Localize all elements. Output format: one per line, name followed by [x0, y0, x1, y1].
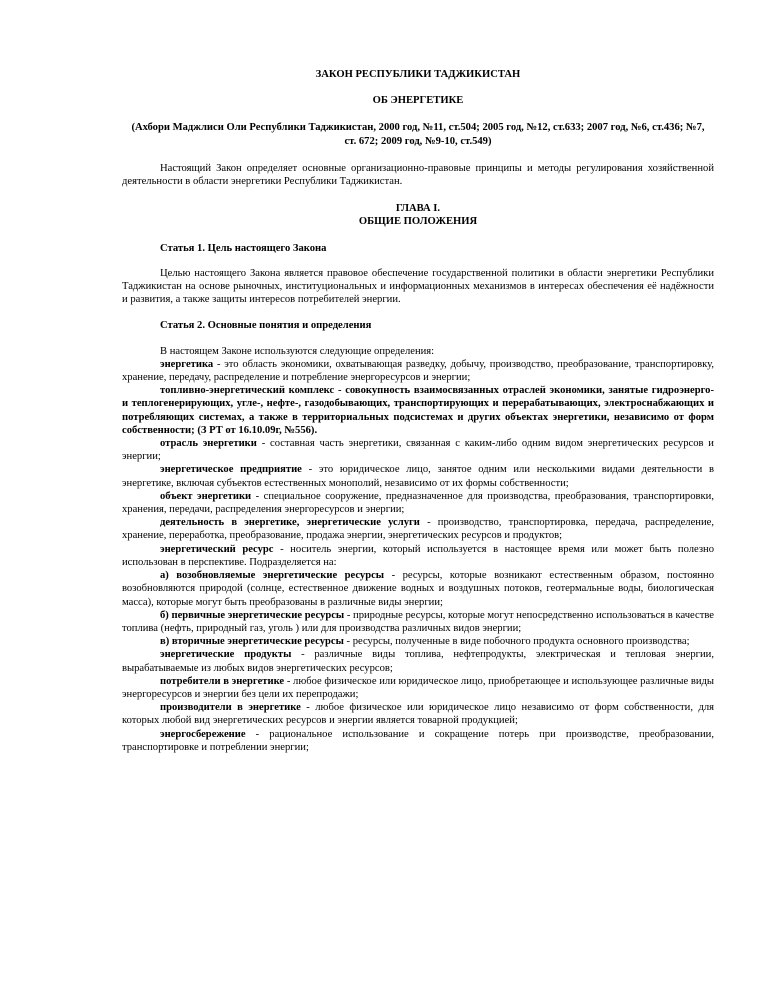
- definition-term: в) вторичные энергетические ресурсы: [160, 636, 344, 648]
- chapter-name: ОБЩИЕ ПОЛОЖЕНИЯ: [358, 216, 478, 228]
- definition-text: - это область экономики, охватывающая разведку, добычу, производство, преобразование, транспортировку, хранение, передачу, распределение и потребление энергоресурсов и энергии;: [122, 358, 714, 384]
- definition-text: - составная часть энергетики, связанная с каким-либо одним видом энергетических ресурсов и энергии;: [122, 438, 714, 463]
- definition-term: топливно-энергетический комплекс - совокупность взаимосвязанных отраслей экономики, занятые гидроэнерго- и теплогенерирующих, угле-, нефте-, газодобывающих, транспортирующих и перерабатывающих, электроснабжающих и потребляющих системах, а также в территориальных подсистемах и других объектах энергетики, независимо от форм собственности; (З РТ от 16.10.09г, №556).: [122, 385, 714, 436]
- definition-text: - различные виды топлива, нефтепродукты, электрическая и тепловая энергии, вырабатываемые из любых видов энергетических ресурсов;: [122, 649, 714, 674]
- definition-term: объект энергетики: [160, 490, 252, 502]
- definition-term: энергетический ресурс: [160, 543, 274, 555]
- definition-item: [122, 437, 714, 463]
- document-page: [122, 62, 714, 754]
- definition-text: - ресурсы, полученные в виде побочного продукта основного производства;: [343, 636, 690, 648]
- definition-item: [122, 358, 714, 384]
- article-1-text: Целью настоящего Закона является правовое обеспечение государственной политики в области энергетики Республики Таджикистан на основе рыночных, институциональных и информационных механизмов в интересах обеспечения её надёжности и развития, а также защиты интересов потребителей энергии.: [122, 267, 714, 306]
- definition-term: производители в энергетике: [160, 702, 301, 714]
- definition-item: [122, 635, 714, 648]
- definition-item: [122, 648, 714, 674]
- document-subtitle: ОБ ЭНЕРГЕТИКЕ: [372, 95, 464, 107]
- definition-text: - любое физическое или юридическое лицо независимо от форм собственности, для которых любой вид энергетических ресурсов и энергии является товарной продукцией;: [122, 702, 714, 727]
- definition-item: [122, 463, 714, 489]
- definition-item: [122, 675, 714, 701]
- preamble: Настоящий Закон определяет основные организационно-правовые принципы и методы регулирования хозяйственной деятельности в области энергетики Республики Таджикистан.: [122, 162, 714, 188]
- definition-text: - природные ресурсы, которые могут непосредственно использоваться в качестве топлива (нефть, природный газ, уголь ) или для производства различных видов энергии;: [122, 609, 714, 634]
- article-1-heading: Статья 1. Цель настоящего Закона: [160, 242, 327, 254]
- definition-text: - ресурсы, которые возникают естественным образом, постоянно возобновляются природой (солнце, естественное движение водных и воздушных потоков, геотермальные воды, биологическая масса), которые могут быть преобразованы в различные виды энергии;: [122, 570, 715, 608]
- definition-item: [122, 490, 714, 516]
- definition-text: - рациональное использование и сокращение потерь при производстве, преобразовании, транспортировке и потреблении энергии;: [122, 728, 714, 753]
- definition-item: [122, 384, 714, 437]
- definition-item: [122, 609, 714, 635]
- definition-text: - это юридическое лицо, занятое одним или несколькими видами деятельности в энергетике, включая субъектов естественных монополий, независимо от их формы собственности;: [122, 464, 714, 489]
- chapter-heading: [122, 202, 714, 228]
- article-2-heading: Статья 2. Основные понятия и определения: [160, 320, 372, 332]
- definition-item: [122, 543, 714, 569]
- definition-term: а) возобновляемые энергетические ресурсы: [160, 570, 385, 582]
- definition-term: потребители в энергетике: [160, 675, 285, 687]
- definition-term: энергетическое предприятие: [160, 464, 302, 476]
- definition-text: - носитель энергии, который используется в настоящее время или может быть полезно использован в перспективе. Подразделяется на:: [122, 543, 714, 568]
- definition-item: [122, 728, 714, 754]
- definition-term: энергетика: [160, 358, 214, 370]
- definition-item: [122, 701, 714, 727]
- definition-item: [122, 569, 714, 609]
- definition-term: отрасль энергетики: [160, 438, 257, 450]
- definitions-list: [122, 358, 714, 754]
- definition-text: - производство, транспортировка, передача, распределение, хранение, переработка, преобразование, продажа энергии, энергетических ресурсов и продуктов;: [122, 517, 714, 542]
- definition-term: энергосбережение: [160, 728, 246, 740]
- definition-term: деятельность в энергетике, энергетические услуги: [160, 517, 420, 529]
- document-title: ЗАКОН РЕСПУБЛИКИ ТАДЖИКИСТАН: [315, 69, 521, 80]
- definition-text: - специальное сооружение, предназначенное для производства, преобразования, транспортировки, хранения, передачи, распределения энергоресурсов и энергии;: [122, 490, 714, 516]
- definition-term: б) первичные энергетические ресурсы: [160, 609, 345, 621]
- publication-source: (Ахбори Маджлиси Оли Республики Таджикистан, 2000 год, №11, ст.504; 2005 год, №12, ст.633; 2007 год, №6, ст.436; №7, ст. 672; 2009 год, №9-10, ст.549): [131, 122, 705, 147]
- article-2-lead: В настоящем Законе используются следующие определения:: [160, 345, 435, 357]
- definition-text: - любое физическое или юридическое лицо, приобретающее и использующее различные виды энергоресурсов и энергии без цели их перепродажи;: [122, 675, 715, 700]
- chapter-number: ГЛАВА I.: [395, 203, 441, 215]
- definition-item: [122, 516, 714, 542]
- definition-term: энергетические продукты: [160, 649, 292, 661]
